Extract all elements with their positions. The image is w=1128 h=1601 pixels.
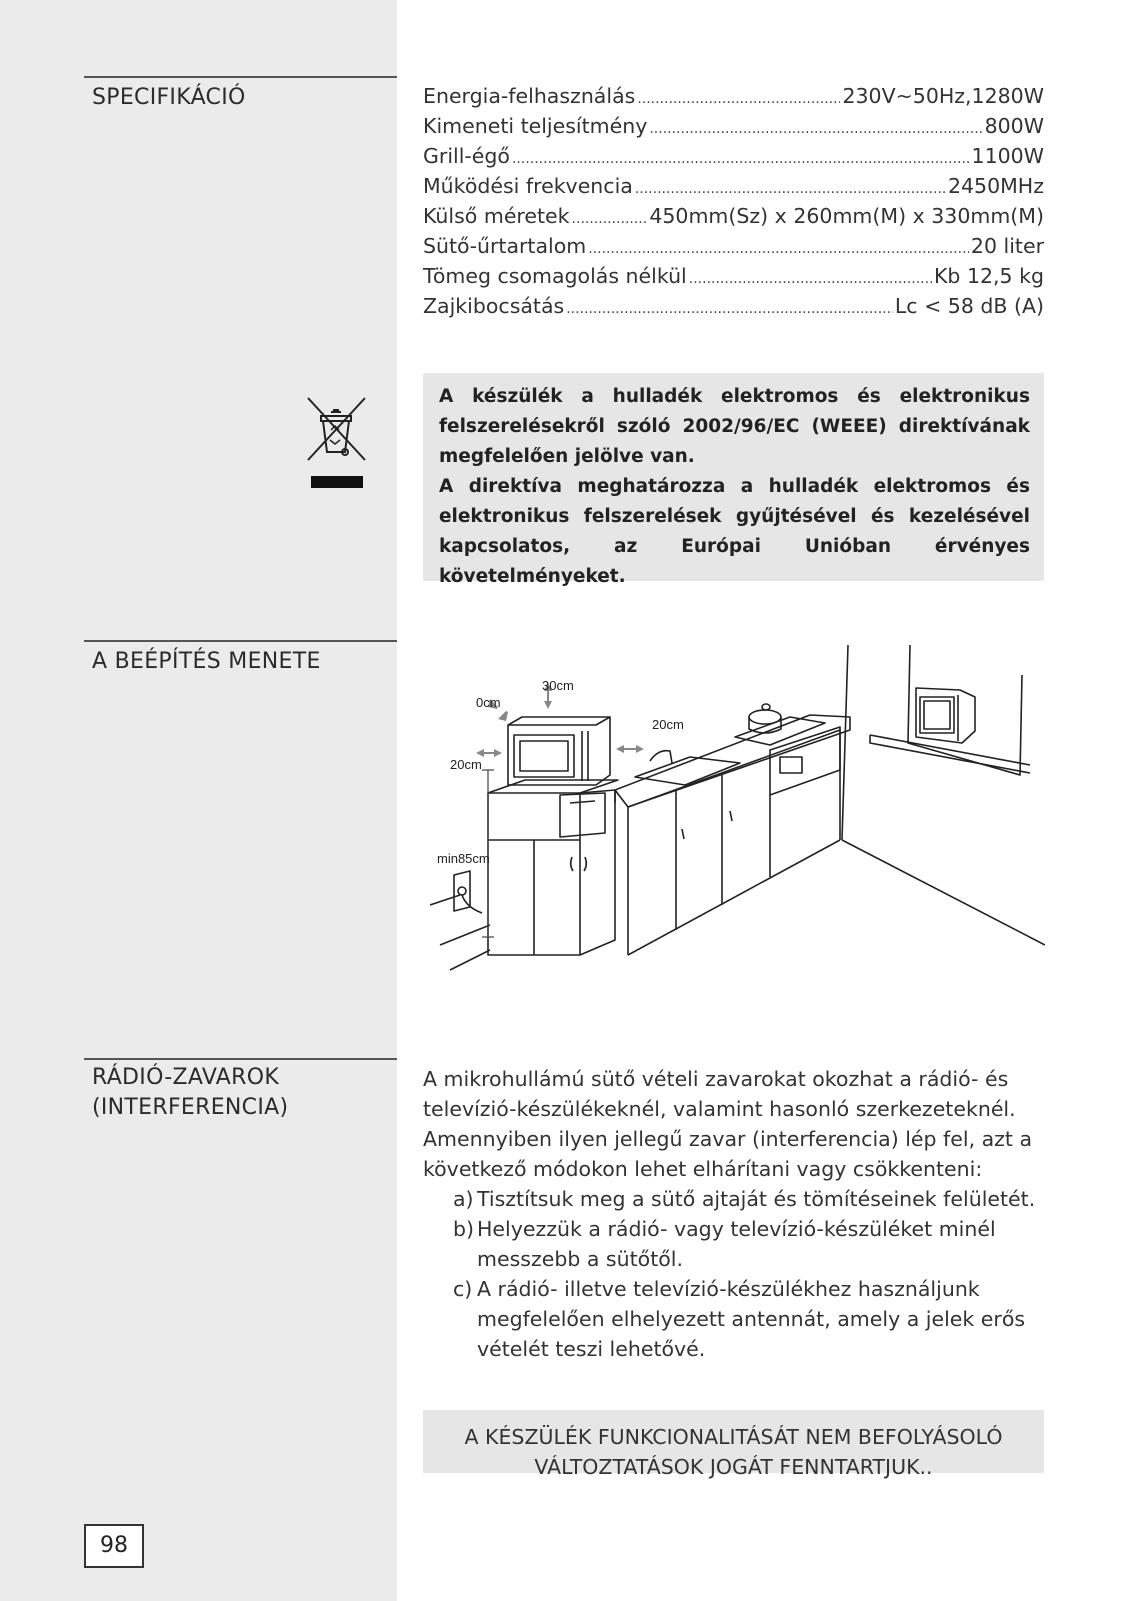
spec-label: Sütő-űrtartalom <box>423 234 587 258</box>
spec-row <box>423 204 1044 234</box>
dot-leader <box>637 91 840 107</box>
spec-row <box>423 114 1044 144</box>
list-item-text: Tisztítsuk meg a sütő ajtaját és tömítéseinek felületét. <box>477 1187 1036 1211</box>
list-marker: c) <box>453 1277 473 1301</box>
section-divider <box>84 640 397 642</box>
spec-value: 2450MHz <box>947 174 1044 198</box>
spec-row <box>423 234 1044 264</box>
disclaimer-box <box>423 1410 1044 1479</box>
install-heading: A BEÉPÍTÉS MENETE <box>92 649 321 674</box>
disclaimer-line: A KÉSZÜLÉK FUNKCIONALITÁSÁT NEM BEFOLYÁSOLÓ <box>464 1425 1003 1449</box>
spec-row <box>423 264 1044 294</box>
weee-crossed-bin-icon <box>303 396 369 492</box>
dot-leader <box>689 271 932 287</box>
list-item-text: Helyezzük a rádió- vagy televízió-készüléket minél messzebb a sütőtől. <box>477 1217 996 1271</box>
spec-label: Működési frekvencia <box>423 174 633 198</box>
dot-leader <box>572 211 648 227</box>
spec-label: Külső méretek <box>423 204 570 228</box>
diagram-label-top: 30cm <box>542 678 574 693</box>
left-sidebar <box>0 0 397 1601</box>
weee-text <box>439 382 1030 592</box>
radio-list <box>423 1184 1044 1364</box>
weee-paragraph: A direktíva meghatározza a hulladék elektromos és elektronikus felszerelések gyűjtésével és kezelésével kapcsolatos, az Európai Unióban érvényes követelményeket. <box>439 476 1030 587</box>
radio-heading <box>92 1063 288 1123</box>
spec-label: Kimeneti teljesítmény <box>423 114 648 138</box>
radio-body <box>423 1064 1044 1364</box>
list-item <box>423 1274 1044 1364</box>
dot-leader <box>566 301 893 317</box>
radio-heading-line: (INTERFERENCIA) <box>92 1095 289 1120</box>
radio-heading-line: RÁDIÓ-ZAVAROK <box>92 1065 280 1090</box>
spec-value: Kb 12,5 kg <box>933 264 1044 288</box>
spec-label: Energia-felhasználás <box>423 84 636 108</box>
dot-leader <box>635 181 946 197</box>
section-divider <box>84 1058 397 1060</box>
page-number: 98 <box>84 1524 144 1568</box>
spec-label: Zajkibocsátás <box>423 294 565 318</box>
spec-value: 800W <box>984 114 1044 138</box>
weee-notice-box <box>423 373 1044 587</box>
spec-row <box>423 174 1044 204</box>
list-marker: b) <box>453 1217 475 1241</box>
spec-label: Grill-égő <box>423 144 510 168</box>
list-item-text: A rádió- illetve televízió-készülékhez használjunk megfelelően elhelyezett antennát, amely a jelek erős vételét teszi lehetővé. <box>477 1277 1026 1361</box>
spec-value: 20 liter <box>970 234 1044 258</box>
radio-intro: A mikrohullámú sütő vételi zavarokat okozhat a rádió- és televízió-készülékeknél, valamint hasonló szerkezeteknél. Amennyiben ilyen jellegű zavar (interferencia) lép fel, azt a következő módokon lehet elhárítani vagy csökkenteni: <box>423 1067 1033 1181</box>
spec-value: 450mm(Sz) x 260mm(M) x 330mm(M) <box>649 204 1044 228</box>
diagram-label-back: 0cm <box>476 695 501 710</box>
section-divider <box>84 76 397 78</box>
diagram-label-height: min85cm <box>437 851 490 866</box>
diagram-label-left: 20cm <box>450 757 482 772</box>
spec-value: 1100W <box>971 144 1044 168</box>
weee-paragraph: A készülék a hulladék elektromos és elektronikus felszerelésekről szóló 2002/96/EC (WEEE) direktívának megfelelően jelölve van. <box>439 386 1030 467</box>
spec-label: Tömeg csomagolás nélkül <box>423 264 687 288</box>
spec-list <box>423 84 1044 324</box>
list-item <box>423 1214 1044 1274</box>
dot-leader <box>512 151 970 167</box>
list-marker: a) <box>453 1187 474 1211</box>
spec-row <box>423 144 1044 174</box>
spec-row <box>423 84 1044 114</box>
spec-heading: SPECIFIKÁCIÓ <box>92 85 246 110</box>
spec-row <box>423 294 1044 324</box>
dot-leader <box>588 241 969 257</box>
diagram-label-right: 20cm <box>652 717 684 732</box>
installation-diagram <box>430 645 1045 985</box>
list-item <box>423 1184 1044 1214</box>
spec-value: Lc < 58 dB (A) <box>894 294 1044 318</box>
dot-leader <box>649 121 982 137</box>
disclaimer-line: VÁLTOZTATÁSOK JOGÁT FENNTARTJUK.. <box>534 1455 933 1479</box>
spec-value: 230V~50Hz,1280W <box>842 84 1044 108</box>
